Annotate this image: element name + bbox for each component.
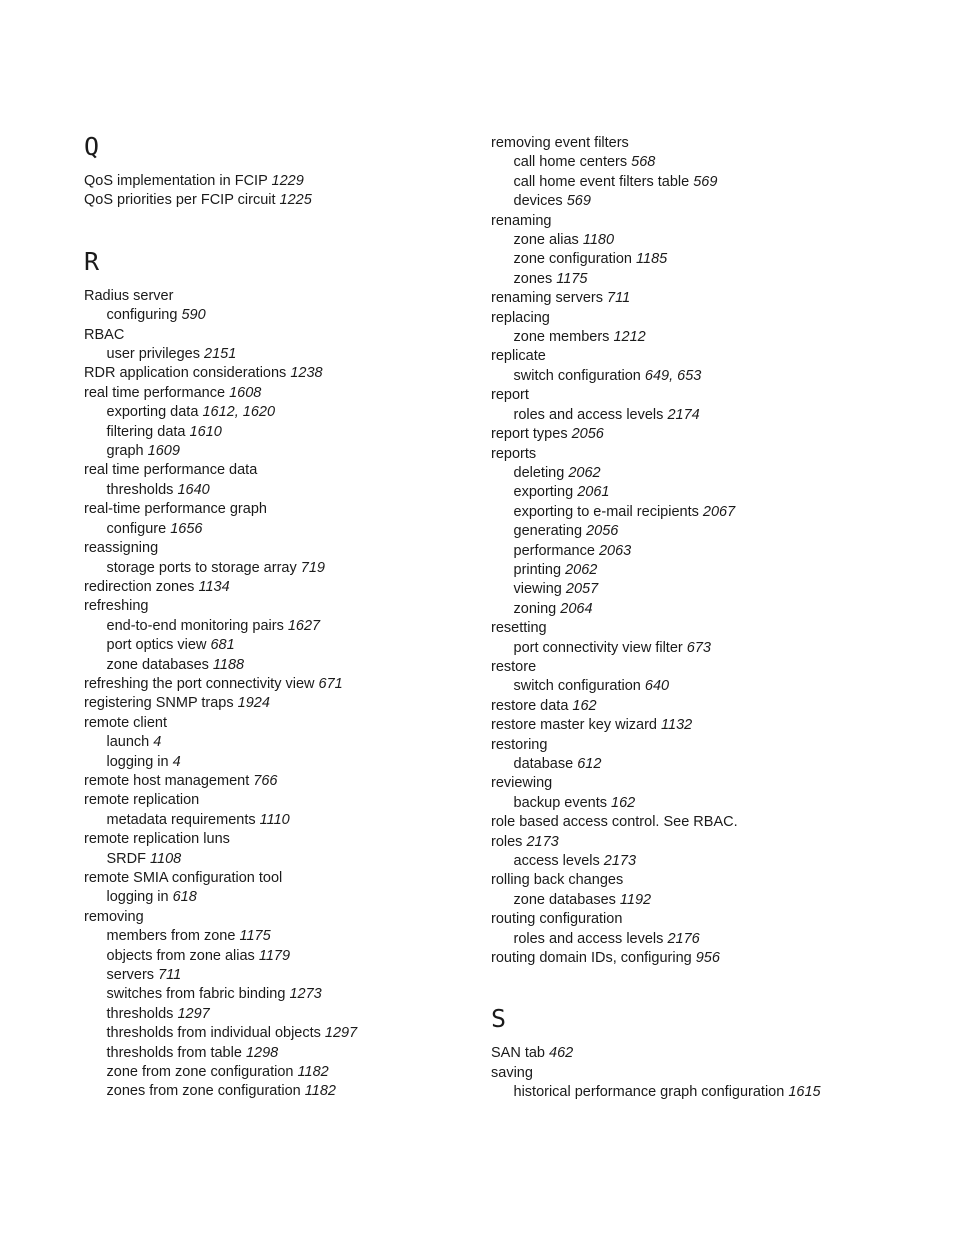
index-term: saving [491, 1064, 533, 1081]
index-term: refreshing the port connectivity view [84, 675, 315, 692]
page-reference[interactable]: 1175 [239, 928, 271, 945]
page-reference[interactable]: 2174 [667, 406, 700, 423]
page-reference[interactable]: 1238 [290, 365, 323, 382]
page-reference[interactable]: 649, 653 [644, 367, 702, 384]
index-term: call home centers [513, 154, 628, 171]
index-entry [84, 191, 464, 210]
index-term: access levels [513, 853, 600, 870]
index-subentry [491, 639, 911, 658]
index-term: report [491, 387, 529, 404]
index-term: SRDF [106, 850, 146, 867]
index-subentry [491, 153, 911, 172]
index-term: restore [491, 658, 537, 675]
index-entry [491, 813, 911, 832]
index-subentry [491, 522, 911, 541]
page-reference[interactable]: 2062 [565, 561, 598, 578]
index-term: thresholds [106, 481, 174, 498]
index-term: report types [491, 426, 568, 443]
index-entry [491, 736, 911, 755]
index-term: historical performance graph configuration [513, 1084, 785, 1101]
page-reference[interactable]: 1110 [259, 811, 290, 828]
index-term: filtering data [106, 423, 186, 440]
index-entry [84, 172, 464, 191]
index-term: reviewing [491, 775, 553, 792]
index-term: replacing [491, 309, 550, 326]
index-entry [491, 289, 911, 308]
index-term: routing domain IDs, configuring [491, 950, 692, 967]
index-term: generating [513, 523, 583, 540]
index-entry [491, 347, 911, 366]
index-term: zone from zone configuration [106, 1064, 294, 1081]
index-entry [491, 134, 911, 153]
index-subentry [84, 481, 464, 500]
section-letter-q: Q [84, 132, 100, 161]
page-reference[interactable]: 1640 [177, 481, 210, 498]
index-term: real-time performance graph [84, 501, 267, 518]
index-term: logging in [106, 753, 169, 770]
page-reference[interactable]: 569 [566, 193, 591, 210]
index-term: zone alias [513, 232, 579, 249]
page-reference[interactable]: 1185 [636, 251, 668, 268]
page-reference[interactable]: 4 [153, 734, 162, 751]
page-reference[interactable]: 162 [572, 697, 597, 714]
section-letter-s: S [491, 1004, 507, 1034]
index-subentry [491, 600, 911, 619]
index-subentry [84, 888, 464, 907]
page-reference[interactable]: 640 [644, 678, 670, 695]
index-subentry [84, 403, 464, 422]
index-term: RDR application considerations [84, 365, 287, 382]
index-term: real time performance [84, 384, 226, 401]
page-reference[interactable]: 2176 [667, 930, 700, 947]
page-reference[interactable]: 2062 [568, 464, 601, 481]
index-term: port connectivity view filter [513, 639, 683, 656]
index-entry [491, 697, 911, 716]
index-entry [84, 830, 464, 849]
index-entry [84, 675, 464, 694]
page-reference[interactable]: 2173 [526, 833, 559, 850]
index-term: remote replication luns [84, 831, 230, 848]
index-subentry [491, 464, 911, 483]
index-entry [84, 500, 464, 519]
index-subentry [84, 617, 464, 636]
index-term: remote SMIA configuration tool [84, 870, 283, 886]
index-entry [84, 791, 464, 810]
index-subentry [84, 811, 464, 830]
index-term: switches from fabric binding [106, 986, 286, 1003]
index-term: switch configuration [513, 367, 641, 384]
index-term: members from zone [106, 928, 236, 945]
page-reference[interactable]: 1229 [271, 173, 304, 189]
index-term: removing event filters [491, 135, 629, 151]
index-entry [84, 597, 464, 616]
top-margin [491, 0, 911, 134]
index-subentry [491, 542, 911, 561]
index-term: user privileges [106, 346, 200, 363]
index-subentry [84, 927, 464, 946]
page-reference[interactable]: 719 [300, 559, 325, 576]
page-reference[interactable]: 568 [631, 154, 656, 171]
page-reference[interactable]: 1615 [788, 1084, 821, 1101]
index-term: restore master key wizard [491, 717, 657, 734]
index-entry [491, 309, 911, 328]
index-entry [491, 1044, 911, 1063]
page-reference[interactable]: 1612, 1620 [202, 404, 276, 421]
index-term: thresholds from individual objects [106, 1025, 321, 1042]
section-spacer [491, 968, 911, 1004]
page-reference[interactable]: 1182 [297, 1064, 329, 1081]
index-subentry [84, 850, 464, 869]
index-term: restore data [491, 697, 569, 714]
page-reference[interactable]: 2067 [702, 503, 736, 520]
index-term: rolling back changes [491, 872, 624, 889]
index-term: reassigning [84, 540, 159, 557]
index-entry [84, 908, 464, 927]
page-reference[interactable]: 569 [693, 173, 718, 190]
index-entry [84, 364, 464, 383]
index-subentry [84, 442, 464, 461]
index-subentry [84, 1044, 464, 1063]
index-entry [491, 619, 911, 638]
index-entry [84, 461, 464, 480]
index-term: replicate [491, 348, 546, 365]
page-reference[interactable]: 462 [549, 1045, 574, 1062]
page-reference[interactable]: 1656 [170, 520, 203, 537]
page-reference[interactable]: 1182 [304, 1083, 336, 1100]
page-reference[interactable]: 711 [607, 290, 631, 307]
page-reference[interactable]: 2173 [603, 853, 637, 870]
index-column-left [84, 0, 464, 1102]
index-term: renaming [491, 212, 552, 229]
section-letter-r: R [84, 246, 100, 276]
index-term: deleting [513, 464, 565, 481]
page-reference[interactable]: 766 [253, 772, 278, 789]
index-subentry [84, 733, 464, 752]
page-reference[interactable]: 2063 [598, 542, 632, 559]
index-term: reports [491, 445, 537, 462]
page-reference[interactable]: 673 [686, 639, 711, 656]
index-subentry [84, 345, 464, 364]
index-term: SAN tab [491, 1045, 545, 1062]
index-subentry [491, 483, 911, 502]
index-term: registering SNMP traps [84, 695, 234, 712]
index-term: launch [106, 734, 150, 751]
index-term: printing [513, 561, 562, 578]
top-margin [84, 0, 464, 132]
index-entry [84, 694, 464, 713]
index-subentry [491, 328, 911, 347]
index-subentry [491, 231, 911, 250]
index-term: exporting [513, 484, 574, 501]
page-reference[interactable]: 4 [172, 753, 181, 770]
index-subentry [84, 520, 464, 539]
index-subentry [491, 406, 911, 425]
index-subentry [491, 561, 911, 580]
index-term: graph [106, 443, 144, 460]
page-reference[interactable]: 1108 [150, 850, 182, 867]
index-term: servers [106, 967, 155, 984]
index-subentry [84, 423, 464, 442]
index-term: port optics view [106, 637, 207, 654]
index-subentry [84, 985, 464, 1004]
index-term: storage ports to storage array [106, 559, 297, 576]
index-entry [84, 326, 464, 345]
index-term: real time performance data [84, 462, 258, 479]
index-entry [491, 658, 911, 677]
index-term: QoS priorities per FCIP circuit [84, 192, 276, 209]
index-entry [491, 910, 911, 929]
index-entry [491, 386, 911, 405]
index-term: database [513, 756, 574, 772]
index-subentry [491, 270, 911, 289]
index-subentry [84, 1082, 464, 1101]
index-term: zones from zone configuration [106, 1083, 301, 1100]
index-term: remote client [84, 714, 168, 731]
page-reference[interactable]: 1610 [189, 423, 222, 440]
index-term: zone configuration [513, 251, 632, 268]
index-term: RBAC [84, 326, 125, 343]
index-entry [491, 774, 911, 793]
index-term: metadata requirements [106, 811, 256, 828]
index-subentry [84, 636, 464, 655]
index-entry [84, 714, 464, 733]
index-term: objects from zone alias [106, 947, 255, 964]
index-term: configure [106, 520, 167, 537]
index-term: devices [513, 193, 563, 210]
page-reference[interactable]: 1134 [198, 578, 230, 595]
index-term: routing configuration [491, 911, 623, 928]
page-reference[interactable]: 618 [172, 889, 197, 906]
index-entry [491, 833, 911, 852]
index-entry [84, 287, 464, 306]
index-term: call home event filters table [513, 173, 690, 190]
section-spacer [84, 277, 464, 287]
index-term: zone databases [513, 891, 616, 908]
page-reference[interactable]: 1175 [556, 270, 588, 287]
index-entry [84, 539, 464, 558]
index-term: zones [513, 270, 553, 287]
page-reference[interactable]: 2151 [204, 346, 237, 363]
index-subentry [84, 306, 464, 325]
page-reference[interactable]: 1212 [613, 329, 646, 346]
index-term: switch configuration [513, 678, 641, 695]
index-term: role based access control. See RBAC. [491, 814, 738, 831]
page-reference[interactable]: 1225 [279, 192, 312, 209]
index-subentry [84, 947, 464, 966]
page-reference[interactable]: 162 [611, 794, 636, 811]
index-subentry [491, 580, 911, 599]
page-reference[interactable]: 612 [577, 756, 602, 772]
index-entry [491, 949, 911, 968]
index-term: Radius server [84, 287, 174, 304]
index-term: exporting data [106, 404, 199, 421]
index-term: end-to-end monitoring pairs [106, 617, 284, 634]
page-reference[interactable]: 1192 [619, 891, 652, 908]
page-reference[interactable]: 2064 [560, 600, 593, 617]
page-reference[interactable]: 1297 [324, 1025, 358, 1042]
index-column-right [491, 0, 911, 1103]
index-subentry [491, 852, 911, 871]
index-term: zone databases [106, 656, 209, 673]
index-entry [491, 1064, 911, 1083]
page-reference[interactable]: 1924 [237, 695, 270, 712]
page-reference[interactable]: 590 [181, 307, 206, 324]
page-reference[interactable]: 2057 [565, 581, 599, 598]
index-term: performance [513, 542, 595, 559]
index-subentry [491, 794, 911, 813]
section-spacer [84, 162, 464, 172]
index-subentry [491, 250, 911, 269]
index-term: roles and access levels [513, 406, 664, 423]
index-entry [491, 871, 911, 890]
index-term: viewing [513, 581, 562, 598]
index-subentry [491, 891, 911, 910]
index-subentry [84, 966, 464, 985]
index-term: redirection zones [84, 578, 195, 595]
page-reference[interactable]: 1273 [289, 986, 322, 1003]
page-reference[interactable]: 711 [158, 967, 182, 984]
page-reference[interactable]: 671 [318, 675, 343, 692]
index-term: remote replication [84, 792, 200, 809]
page-reference[interactable]: 1609 [147, 443, 180, 460]
index-term: exporting to e-mail recipients [513, 503, 699, 520]
index-term: zone members [513, 329, 610, 346]
index-term: removing [84, 908, 144, 925]
section-spacer [84, 211, 464, 247]
page-reference[interactable]: 956 [695, 950, 720, 967]
page-reference[interactable]: 2056 [571, 426, 604, 443]
page-reference[interactable]: 1180 [582, 232, 615, 249]
index-term: refreshing [84, 598, 149, 615]
index-term: QoS implementation in FCIP [84, 173, 268, 189]
index-term: logging in [106, 889, 169, 906]
index-term: backup events [513, 794, 608, 811]
index-subentry [84, 753, 464, 772]
index-entry [84, 578, 464, 597]
index-subentry [491, 173, 911, 192]
section-spacer [491, 1034, 911, 1044]
page-reference[interactable]: 1608 [229, 384, 262, 401]
page-reference[interactable]: 2056 [586, 523, 619, 540]
page-reference[interactable]: 1188 [212, 656, 245, 673]
index-term: configuring [106, 307, 178, 324]
index-subentry [491, 192, 911, 211]
index-term: zoning [513, 600, 557, 617]
index-subentry [491, 755, 911, 774]
index-term: renaming servers [491, 290, 604, 307]
index-term: restoring [491, 736, 548, 753]
page-reference[interactable]: 1132 [661, 717, 693, 734]
index-subentry [84, 1024, 464, 1043]
index-entry [84, 384, 464, 403]
index-entry [84, 869, 464, 888]
page-reference[interactable]: 1627 [287, 617, 321, 634]
index-subentry [491, 1083, 911, 1102]
index-term: resetting [491, 620, 547, 637]
index-entry [84, 772, 464, 791]
page-reference[interactable]: 1179 [258, 947, 291, 964]
index-entry [491, 425, 911, 444]
page-reference[interactable]: 1298 [245, 1044, 279, 1061]
page-reference[interactable]: 681 [210, 637, 235, 654]
index-term: roles [491, 833, 523, 850]
index-term: remote host management [84, 772, 250, 789]
index-subentry [84, 559, 464, 578]
index-subentry [84, 1005, 464, 1024]
index-subentry [491, 503, 911, 522]
page-reference[interactable]: 2061 [577, 484, 610, 501]
index-subentry [84, 1063, 464, 1082]
index-term: thresholds from table [106, 1044, 242, 1061]
page-reference[interactable]: 1297 [177, 1005, 210, 1022]
index-entry [491, 716, 911, 735]
index-subentry [491, 677, 911, 696]
index-term: thresholds [106, 1005, 174, 1022]
index-entry [491, 445, 911, 464]
index-term: roles and access levels [513, 930, 664, 947]
index-entry [491, 212, 911, 231]
index-subentry [491, 930, 911, 949]
index-subentry [84, 656, 464, 675]
index-subentry [491, 367, 911, 386]
